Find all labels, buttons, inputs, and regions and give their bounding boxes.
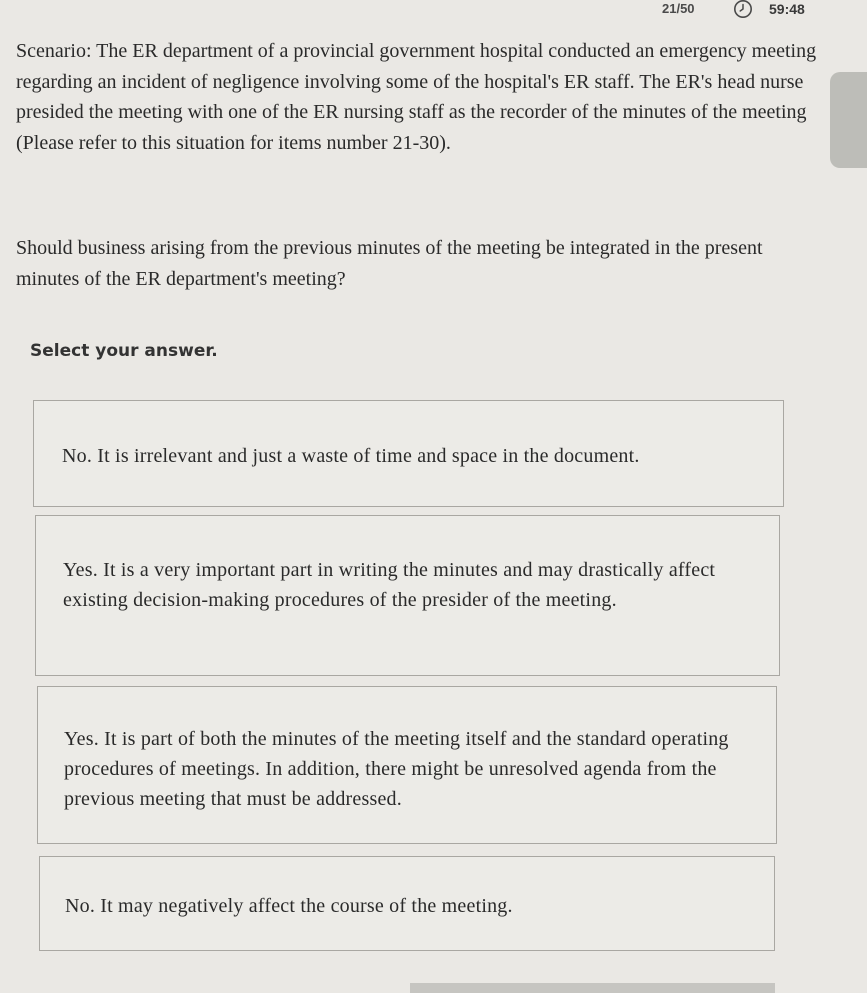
- answer-option-1[interactable]: [33, 400, 784, 507]
- side-drawer-handle[interactable]: [830, 72, 867, 168]
- answer-option-text: Yes. It is part of both the minutes of the meeting itself and the standard operating procedures of meetings. In addition, there might be unresolved agenda from the previous meeting that must be addressed.: [64, 728, 729, 810]
- scenario-text: Scenario: The ER department of a provincial government hospital conducted an emergency meeting regarding an incident of negligence involving some of the hospital's ER staff. The ER's head nurse presided the meeting with one of the ER nursing staff as the recorder of the minutes of the meeting (Please refer to this situation for items number 21-30).: [16, 40, 817, 154]
- answer-option-3[interactable]: [37, 686, 777, 844]
- answer-option-4[interactable]: [39, 856, 775, 951]
- select-answer-prompt: Select your answer.: [30, 341, 218, 361]
- question-text: Should business arising from the previous minutes of the meeting be integrated in the present minutes of the ER department's meeting?: [16, 237, 763, 290]
- quiz-header: [0, 0, 867, 22]
- answer-option-text: Yes. It is a very important part in writing the minutes and may drastically affect existing decision-making procedures of the presider of the meeting.: [63, 559, 716, 611]
- question-progress: 21/50: [662, 1, 695, 16]
- answer-option-text: No. It may negatively affect the course of the meeting.: [65, 895, 513, 917]
- answer-option-text: No. It is irrelevant and just a waste of time and space in the document.: [62, 445, 640, 467]
- answer-option-2[interactable]: [35, 515, 780, 676]
- bottom-action-bar[interactable]: [410, 983, 775, 993]
- timer-icon: [733, 0, 753, 20]
- countdown-timer: 59:48: [769, 1, 805, 17]
